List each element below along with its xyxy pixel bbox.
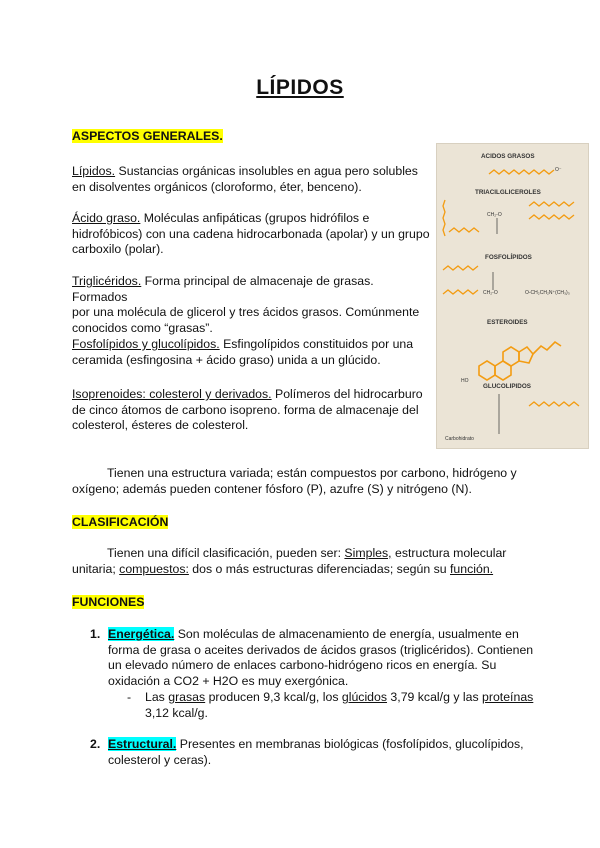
list-number: 1. xyxy=(90,627,101,641)
svg-text:O⁻: O⁻ xyxy=(555,167,562,173)
paragraph-fosfolipidos: Fosfolípidos y glucolípidos. Esfingolípidos constituidos por una ceramida (esfingosina + ácido graso) unida a un glúcido. xyxy=(72,337,414,367)
label-acidos-grasos: ACIDOS GRASOS xyxy=(481,153,535,160)
phospholipid-tail-2 xyxy=(443,290,478,294)
section-heading-funciones: FUNCIONES xyxy=(72,595,145,609)
phospholipid-tail-1 xyxy=(443,266,478,270)
paragraph-trigliceridos: Triglicéridos. Forma principal de almacenaje de grasas. Formados por una molécula de glicerol y tres ácidos grasos. Comúnmente conocidos como “grasas”. xyxy=(72,274,420,335)
svg-text:CH₂-O: CH₂-O xyxy=(483,290,498,296)
term-estructural: Estructural. xyxy=(108,737,177,751)
paragraph-isoprenoides: Isoprenoides: colesterol y derivados. Polímeros del hidrocarburo de cinco átomos de carbono isopreno. forma de almacenaje del colesterol, ésteres de colesterol. xyxy=(72,387,423,433)
svg-text:CH₂-O: CH₂-O xyxy=(487,212,502,218)
choline-group: O-CH₂CH₂N⁺(CH₃)₃ xyxy=(525,290,570,296)
term-funcion: función. xyxy=(450,561,494,576)
paragraph-acido-graso: Ácido graso. Moléculas anfipáticas (grupos hidrófilos e hidrofóbicos) con una cadena hidrocarbonada (apolar) y un grupo carboxilo (polar). xyxy=(72,211,430,257)
list-item-energetica: Energética. Son moléculas de almacenamiento de energía, usualmente en forma de grasa o aceites derivados de ácidos grasos (triglicéridos). Contienen un elevado número de enlaces carbono-hidrógeno ricos en energía. Su oxidación a CO2 + H2O es muy exergónica. xyxy=(108,627,534,688)
label-fosfolipidos: FOSFOLÍPIDOS xyxy=(485,254,532,261)
lipid-structures-figure xyxy=(436,143,589,449)
term: Isoprenoides: colesterol y derivados. xyxy=(72,387,272,401)
term-simples: Simples, xyxy=(344,546,392,560)
glycolipid-tail xyxy=(529,402,579,406)
label-glucolipidos: GLUCOLIPIDOS xyxy=(483,383,531,390)
sub-bullet-kcal: Las grasas producen 9,3 kcal/g, los glúcidos 3,79 kcal/g y las proteínas 3,12 kcal/g. xyxy=(145,690,534,720)
sub-bullet-dash: - xyxy=(127,690,132,704)
term: Ácido graso. xyxy=(72,211,141,225)
term-compuestos: compuestos: xyxy=(119,561,189,576)
term: Lípidos. xyxy=(72,164,116,178)
list-item-estructural: Estructural. Presentes en membranas biológicas (fosfolípidos, glucolípidos, colesterol y ceras). xyxy=(108,737,524,767)
triglyceride-chain-1 xyxy=(443,200,445,236)
triglyceride-chain-2 xyxy=(449,228,479,232)
section-heading-aspectos: ASPECTOS GENERALES. xyxy=(72,129,223,143)
term: Fosfolípidos y glucolípidos. xyxy=(72,337,220,351)
paragraph-estructura: Tienen una estructura variada; están compuestos por carbono, hidrógeno y oxígeno; además pueden contener fósforo (P), azufre (S) y nitrógeno (N). xyxy=(72,466,517,496)
fatty-acid-chain xyxy=(489,170,554,174)
triglyceride-chain-4 xyxy=(529,215,574,219)
term: Triglicéridos. xyxy=(72,274,142,288)
steroid-rings xyxy=(479,342,561,380)
label-ho: HO xyxy=(461,378,469,384)
label-triacilgliceroles: TRIACILGLICEROLES xyxy=(475,189,541,196)
list-number: 2. xyxy=(90,737,101,751)
label-carbohidrato: Carbohidrato xyxy=(445,436,474,442)
section-heading-clasificacion: CLASIFICACIÓN xyxy=(72,515,169,529)
paragraph-lipidos: Lípidos. Sustancias orgánicas insolubles en agua pero solubles en disolventes orgánicos (cloroformo, éter, benceno). xyxy=(72,164,418,194)
term-energetica: Energética. xyxy=(108,627,175,641)
paragraph-clasificacion: Tienen una difícil clasificación, pueden ser: Simples, estructura molecular unitaria; compuestos: dos o más estructuras diferenciadas; según su función. xyxy=(72,546,507,576)
label-esteroides: ESTEROIDES xyxy=(487,319,528,326)
page-title: LÍPIDOS xyxy=(256,76,344,99)
triglyceride-chain-3 xyxy=(529,202,574,206)
